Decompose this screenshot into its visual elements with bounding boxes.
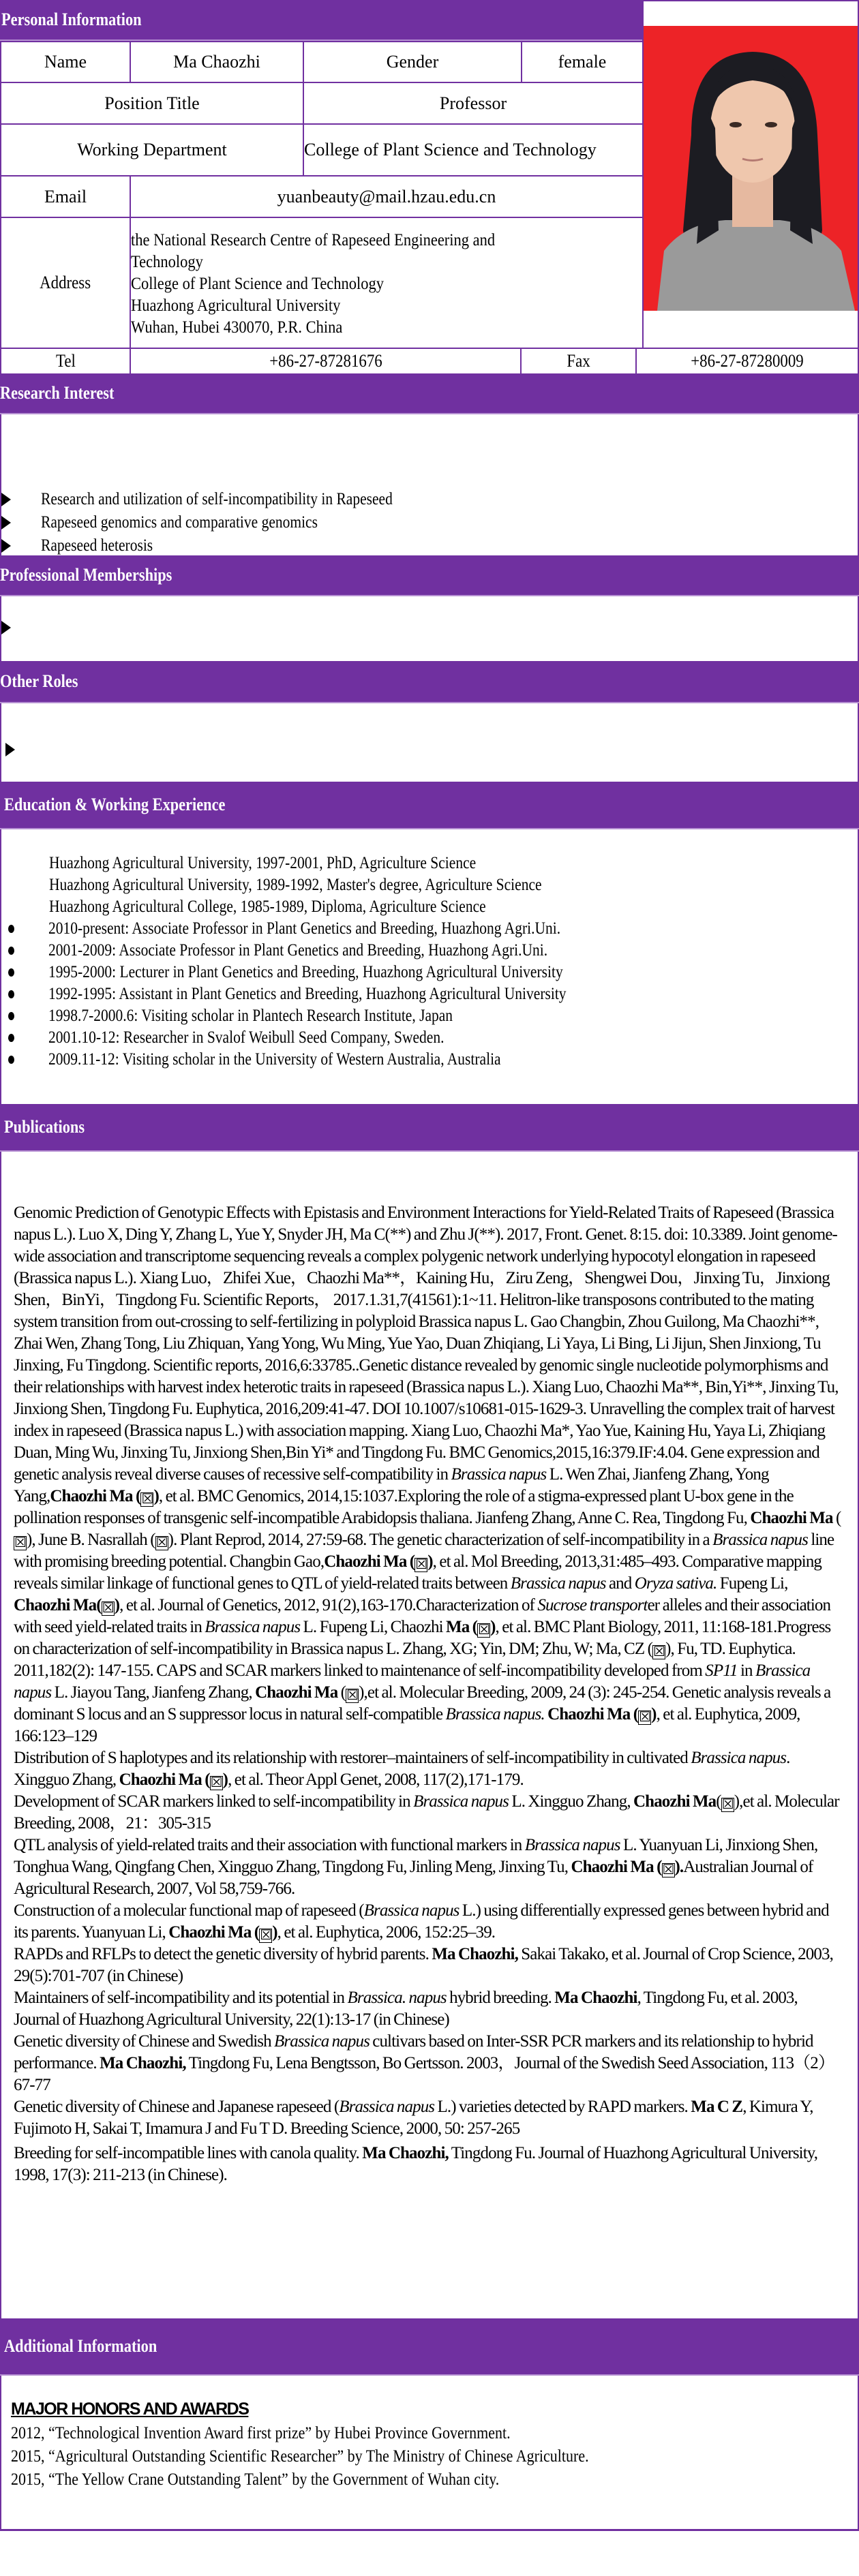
envelope-icon: ☒	[210, 1775, 222, 1790]
list-item-text: Rapeseed genomics and comparative genomics	[41, 513, 318, 532]
pub-author-bold: Chaozhi Ma (	[168, 1923, 260, 1942]
envelope-icon: ☒	[141, 1492, 153, 1507]
pub-author-bold: )	[153, 1487, 159, 1505]
arrow-bullet-icon	[1, 493, 11, 506]
section-header-personal-information	[0, 0, 642, 41]
tel-value	[130, 348, 522, 375]
pub-text: ), Fu, TD. Euphytica. 2011,182(2): 147-155. CAPS and SCAR markers linked to maintenance of self-incompatibility developed from	[14, 1640, 796, 1680]
pub-text: . Xingguo Zhang,	[14, 1749, 790, 1789]
memberships-list	[1, 621, 858, 634]
degree-list	[1, 853, 858, 918]
address-label	[0, 217, 131, 349]
envelope-icon: ☒	[346, 1688, 359, 1703]
award-item: 2015, “Agricultural Outstanding Scientific Researcher” by The Ministry of Chinese Agriculture.	[11, 2447, 589, 2466]
pub-italic: Brassica napus	[524, 1836, 620, 1854]
pub-text: L. Fupeng Li, Chaozhi	[300, 1618, 447, 1636]
pub-text: Australian Journal of Agricultural Research, 2007, Vol 58,759-766.	[14, 1858, 813, 1898]
address-label-text: Address	[40, 273, 91, 293]
envelope-icon: ☒	[102, 1601, 114, 1616]
section-header-additional-information	[0, 2318, 859, 2376]
pub-author-bold: )	[272, 1923, 277, 1942]
pub-text: in	[737, 1661, 755, 1680]
experience-item	[1, 983, 858, 1005]
bullet-icon	[8, 925, 14, 933]
research-interest-list	[1, 488, 858, 557]
pub-italic: Brassica napus.	[445, 1705, 545, 1723]
pub-italic: Brassica napus	[14, 1661, 811, 1702]
pub-author-bold: Ma Chaozhi,	[432, 1945, 518, 1963]
section-title: Other Roles	[0, 671, 78, 691]
fax-label-text: Fax	[567, 351, 590, 371]
section-header-research-interest	[0, 373, 859, 414]
experience-item	[1, 918, 858, 940]
position-label: Position Title	[0, 82, 304, 125]
pub-author-bold: Ma Chaozhi	[554, 1989, 637, 2007]
pub-author-bold: )	[222, 1770, 228, 1789]
pub-text: Tingdong Fu. Journal of Huazhong Agricultural University, 1998, 17(3): 211-213 (in Chinese).	[14, 2144, 818, 2184]
degree-text: Huazhong Agricultural College, 1985-1989, Diploma, Agriculture Science	[49, 898, 486, 916]
pub-text: RAPDs and RFLPs to detect the genetic diversity of hybrid parents.	[14, 1945, 432, 1963]
envelope-icon: ☒	[662, 1862, 674, 1877]
portrait-icon	[644, 26, 859, 311]
envelope-icon: ☒	[155, 1535, 168, 1550]
degree-item	[49, 853, 858, 874]
envelope-icon: ☒	[721, 1797, 734, 1812]
pub-text: Development of SCAR markers linked to self-incompatibility in	[14, 1792, 414, 1811]
address-line: College of Plant Science and Technology	[131, 275, 385, 293]
section-header-publications	[0, 1104, 859, 1152]
pub-text: (	[832, 1509, 841, 1527]
address-lines	[131, 230, 642, 339]
gender-label: Gender	[303, 41, 522, 83]
pub-author-bold: )	[490, 1618, 496, 1636]
pub-text: Genetic diversity of Chinese and Swedish	[14, 2032, 275, 2051]
department-value: College of Plant Science and Technology	[303, 123, 644, 177]
pub-author-bold: Chaozhi Ma (	[547, 1705, 639, 1723]
section-title: Research Interest	[0, 383, 115, 403]
list-item	[1, 621, 858, 634]
envelope-icon: ☒	[478, 1623, 490, 1638]
pub-text: , et al. Euphytica, 2006, 152:25–39.	[277, 1923, 496, 1942]
publication-paragraph	[14, 1202, 844, 1747]
award-item: 2012, “Technological Invention Award first prize” by Hubei Province Government.	[11, 2424, 511, 2442]
tel-label	[0, 348, 131, 375]
experience-item	[1, 940, 858, 962]
email-label: Email	[0, 175, 131, 218]
bullet-icon	[8, 968, 14, 977]
arrow-bullet-icon	[1, 539, 11, 553]
pub-text: , et al. BMC Plant Biology, 2011, 11:168-181.Progress on characterization of self-incompatibility in Brassica napus L. Zhang, XG; Yin, DM; Zhu, W; Ma, CZ (	[14, 1618, 831, 1658]
pub-text: Fupeng Li,	[717, 1574, 788, 1593]
pub-text: Construction of a molecular functional map of rapeseed (	[14, 1901, 364, 1920]
experience-list	[1, 918, 858, 1071]
experience-item	[1, 1049, 858, 1071]
pub-text: ). Plant Reprod, 2014, 27:59-68. The genetic characterization of self-incompatibility in a	[168, 1531, 713, 1549]
section-header-education	[0, 782, 859, 829]
pub-text: (	[716, 1792, 721, 1811]
pub-author-bold: Ma Chaozhi,	[362, 2144, 449, 2162]
pub-author-bold: Chaozhi Ma (	[324, 1552, 415, 1571]
pub-text: L.) using differentially expressed genes between hybrid and its parents. Yuanyuan Li,	[14, 1901, 829, 1942]
publication-item	[14, 1900, 844, 1944]
pub-italic: Brassica napus	[712, 1531, 808, 1549]
pub-text: (	[337, 1683, 346, 1702]
pub-text: , et al. Theor Appl Genet, 2008, 117(2),171-179.	[228, 1770, 524, 1789]
fax-value-text: +86-27-87280009	[691, 351, 804, 371]
other-roles-body	[0, 703, 859, 782]
pub-author-bold: Chaozhi Ma	[255, 1683, 338, 1702]
publication-item	[14, 1944, 844, 1987]
profile-photo	[642, 0, 859, 349]
pub-text: Tingdong Fu, Lena Bengtsson, Bo Gertsson. 2003，Journal of the Swedish Seed Association, 113（2）67-77	[14, 2054, 834, 2094]
section-header-professional-memberships	[0, 555, 859, 596]
arrow-bullet-icon	[5, 743, 15, 756]
section-title: Publications	[4, 1117, 85, 1137]
pub-italic: Oryza sativa.	[634, 1574, 717, 1593]
pub-italic: Brassica napus	[691, 1749, 787, 1767]
degree-text: Huazhong Agricultural University, 1989-1992, Master's degree, Agriculture Science	[49, 876, 542, 894]
degree-text: Huazhong Agricultural University, 1997-2001, PhD, Agriculture Science	[49, 854, 477, 872]
address-value	[130, 217, 644, 349]
experience-text: 2009.11-12: Visiting scholar in the University of Western Australia, Australia	[48, 1050, 501, 1069]
name-label: Name	[0, 41, 131, 83]
pub-text: ),et al. Molecular Breeding, 2009, 24 (3): 245-254. Genetic analysis reveals a dominant S locus and an S suppressor locus in natural self-compatible	[14, 1683, 831, 1723]
experience-text: 2010-present: Associate Professor in Plant Genetics and Breeding, Huazhong Agri.Uni.	[48, 919, 561, 938]
section-title: Personal Information	[1, 10, 142, 29]
award-item: 2015, “The Yellow Crane Outstanding Talent” by the Government of Wuhan city.	[11, 2470, 500, 2489]
pub-text: , et al. Journal of Genetics, 2012, 91(2),163-170.Characterization of	[119, 1596, 538, 1614]
pub-text: QTL analysis of yield-related traits and their association with functional markers in	[14, 1836, 525, 1854]
experience-text: 1995-2000: Lecturer in Plant Genetics and Breeding, Huazhong Agricultural University	[48, 963, 563, 981]
pub-text: L. Xingguo Zhang,	[508, 1792, 634, 1811]
pub-author-bold: Chaozhi Ma (	[50, 1487, 141, 1505]
awards-list	[11, 2422, 858, 2491]
pub-text: , Kimura Y, Fujimoto H, Sakai T, Imamura J and Fu T D. Breeding Science, 2000, 50: 257-265	[14, 2098, 813, 2138]
tel-label-text: Tel	[55, 351, 76, 371]
pub-text: , Tingdong Fu, et al. 2003, Journal of Huazhong Agricultural University, 22(1):13-17 (in Chinese)	[14, 1989, 798, 2029]
experience-text: 2001-2009: Associate Professor in Plant Genetics and Breeding, Huazhong Agri.Uni.	[48, 941, 548, 960]
publication-item	[14, 1791, 844, 1835]
pub-text: ),et al. Molecular Breeding, 2008，21：305-315	[14, 1792, 839, 1833]
pub-italic: Brassica napus	[205, 1618, 301, 1636]
pub-author-bold: )	[427, 1552, 433, 1571]
publication-item	[14, 1987, 844, 2031]
list-item	[5, 743, 858, 756]
pub-text: L.) varieties detected by RAPD markers.	[434, 2098, 691, 2116]
section-title: Education & Working Experience	[4, 795, 226, 814]
experience-item	[1, 1027, 858, 1049]
section-title: Additional Information	[4, 2336, 157, 2356]
pub-author-bold: Chaozhi Ma	[633, 1792, 717, 1811]
bullet-icon	[8, 1034, 14, 1042]
publication-item	[14, 1747, 844, 1791]
fax-value	[635, 348, 859, 375]
pub-author-bold: Ma C Z	[691, 2098, 743, 2116]
pub-text: L. Jiayou Tang, Jianfeng Zhang,	[51, 1683, 256, 1702]
envelope-icon: ☒	[260, 1928, 272, 1943]
department-label: Working Department	[0, 123, 304, 177]
pub-text: cultivars based on Inter-SSR PCR markers and its relationship to hybrid performance.	[14, 2032, 813, 2072]
fax-label	[520, 348, 637, 375]
pub-text: L. Yuanyuan Li, Jinxiong Shen, Tonghua Wang, Qingfang Chen, Xingguo Zhang, Tingdong Fu, Jinling Meng, Jinxing Tu,	[14, 1836, 818, 1876]
pub-author-bold: Chaozhi Ma(	[14, 1596, 102, 1614]
degree-item	[49, 874, 858, 896]
pub-author-bold: Ma (	[446, 1618, 478, 1636]
publication-item	[14, 1835, 844, 1900]
publication-item	[14, 2031, 844, 2096]
pub-author-bold: Chaozhi Ma (	[571, 1858, 662, 1876]
education-body	[0, 829, 859, 1105]
additional-info-body	[0, 2376, 859, 2531]
pub-text: , et al. Mol Breeding, 2013,31:485–493. Comparative mapping reveals similar linkage of functional genes to QTL of yield-related traits between	[14, 1552, 822, 1593]
publication-item	[14, 2143, 844, 2186]
bullet-icon	[8, 947, 14, 955]
pub-text: Distribution of S haplotypes and its relationship with restorer–maintainers of self-incompatibility in cultivated	[14, 1749, 691, 1767]
pub-text: Breeding for self-incompatible lines with canola quality.	[14, 2144, 363, 2162]
arrow-bullet-icon	[1, 621, 11, 634]
list-item-text: Rapeseed heterosis	[41, 536, 153, 555]
pub-text: L. Wen Zhai, Jianfeng Zhang, Yong Yang,	[14, 1465, 769, 1505]
envelope-icon: ☒	[653, 1644, 665, 1659]
bullet-icon	[8, 1056, 14, 1064]
list-item	[1, 511, 858, 534]
section-title: Professional Memberships	[0, 565, 172, 585]
experience-item	[1, 962, 858, 983]
pub-italic: Brassica napus	[363, 1901, 459, 1920]
other-roles-list	[5, 743, 858, 756]
list-item-text: Research and utilization of self-incompatibility in Rapeseed	[41, 490, 393, 508]
publications-body	[0, 1152, 859, 2319]
pub-author-bold: ).	[674, 1858, 684, 1876]
pub-text: Sakai Takako, et al. Journal of Crop Science, 2003, 29(5):701-707 (in Chinese)	[14, 1945, 833, 1985]
degree-item	[49, 896, 858, 918]
list-item	[1, 534, 858, 557]
experience-item	[1, 1005, 858, 1027]
research-interest-body	[0, 414, 859, 556]
pub-italic: Sucrose transport	[537, 1596, 648, 1614]
envelope-icon: ☒	[415, 1557, 427, 1572]
address-line: Huazhong Agricultural University	[131, 296, 341, 315]
experience-text: 2001.10-12: Researcher in Svalof Weibull Seed Company, Sweden.	[48, 1028, 444, 1047]
publication-item	[14, 2096, 844, 2140]
pub-text: Maintainers of self-incompatibility and its potential in	[14, 1989, 348, 2007]
pub-italic: Brassica napus	[451, 1465, 547, 1484]
pub-author-bold: Chaozhi Ma	[750, 1509, 833, 1527]
awards-heading: MAJOR HONORS AND AWARDS	[11, 2399, 249, 2419]
pub-text: er alleles and their association with seed yield-related traits in	[14, 1596, 831, 1636]
pub-text: , et al. Euphytica, 2009, 166:123–129	[14, 1705, 800, 1745]
gender-value: female	[521, 41, 644, 83]
address-line: Wuhan, Hubei 430070, P.R. China	[131, 318, 343, 337]
pub-text: line with promising breeding potential. Changbin Gao,	[14, 1531, 834, 1571]
pub-italic: Brassica napus	[339, 2098, 435, 2116]
pub-author-bold: Chaozhi Ma (	[119, 1770, 210, 1789]
pub-italic: Brassica napus	[413, 1792, 509, 1811]
pub-text: and	[605, 1574, 635, 1593]
pub-italic: Brassica napus	[274, 2032, 370, 2051]
pub-italic: Brassica napus	[510, 1574, 606, 1593]
pub-author-bold: )	[651, 1705, 657, 1723]
position-value: Professor	[303, 82, 644, 125]
pub-text: ), June B. Nasrallah (	[27, 1531, 155, 1549]
pub-text: hybrid breeding.	[446, 1989, 555, 2007]
address-line: the National Research Centre of Rapeseed Engineering and	[131, 231, 496, 249]
bullet-icon	[8, 990, 14, 998]
arrow-bullet-icon	[1, 516, 11, 530]
pub-author-bold: Ma Chaozhi,	[100, 2054, 186, 2072]
email-value[interactable]: yuanbeauty@mail.hzau.edu.cn	[130, 175, 644, 218]
experience-text: 1998.7-2000.6: Visiting scholar in Plantech Research Institute, Japan	[48, 1007, 453, 1025]
pub-italic: Brassica. napus	[347, 1989, 447, 2007]
experience-text: 1992-1995: Assistant in Plant Genetics and Breeding, Huazhong Agricultural University	[48, 985, 567, 1003]
pub-text: Genomic Prediction of Genotypic Effects with Epistasis and Environment Interactions for Yield-Related Traits of Rapeseed (Brassica napus L.). Luo X, Ding Y, Zhang L, Yue Y, Snyder JH, Ma C(**) and Zhu J(**). 2017, Front. Genet. 8:15. doi: 10.3389. Joint genome-wide association and transcriptome sequencing reveals a complex polygenic network underlying hypocotyl elongation in rapeseed (Brassica napus L.). Xiang Luo，Zhifei Xue，Chaozhi Ma**，Kaining Hu，Ziru Zeng，Shengwei Dou，Jinxing Tu，Jinxiong Shen，BinYi，Tingdong Fu. Scientific Reports， 2017.1.31,7(41561):1~11. Helitron-like transposons contributed to the mating system transition from out-crossing to self-fertilizing in polyploid Brassica napus L. Gao Changbin, Zhou Guilong, Ma Chaozhi**, Zhai Wen, Zhang Tong, Liu Zhiquan, Yang Yong, Wu Ming, Yue Yao, Duan Zhiqiang, Li Yaya, Li Bing, Li Jijun, Shen Jinxiong, Tu Jinxing, Fu Tingdong. Scientific reports, 2016,6:33785..Genetic distance revealed by genomic single nucleotide polymorphisms and their relationships with harvest index heterotic traits in rapeseed (Brassica napus L.). Xiang Luo, Chaozhi Ma**, Bin,Yi**, Jinxing Tu, Jinxiong Shen, Tingdong Fu. Euphytica, 2016,209:41-47. DOI 10.1007/s10681-015-1629-3. Unravelling the complex trait of harvest index in rapeseed (Brassica napus L.) with association mapping. Xiang Luo, Chaozhi Ma*, Yao Yue, Kaining Hu, Yaya Li, Zhiqiang Duan, Ming Wu, Jinxing Tu, Jinxiong Shen,Bin Yi* and Tingdong Fu. BMC Genomics,2015,16:379.IF:4.04. Gene expression and genetic analysis reveal diverse causes of recessive self-compatibility in	[14, 1203, 839, 1484]
pub-text: Genetic diversity of Chinese and Japanese rapeseed (	[14, 2098, 340, 2116]
envelope-icon: ☒	[14, 1535, 27, 1550]
pub-author-bold: )	[114, 1596, 120, 1614]
memberships-body	[0, 596, 859, 662]
envelope-icon: ☒	[639, 1710, 651, 1725]
pub-italic: SP11	[705, 1661, 738, 1680]
section-header-other-roles	[0, 661, 859, 703]
tel-value-text: +86-27-87281676	[269, 351, 382, 371]
list-item	[1, 488, 858, 511]
address-line: Technology	[131, 253, 203, 271]
pub-text: , et al. BMC Genomics, 2014,15:1037.Exploring the role of a stigma-expressed plant U-box gene in the pollination responses of transgenic self-incompatible Arabidopsis thaliana. Jianfeng Zhang, Anne C. Rea, Tingdong Fu,	[14, 1487, 794, 1527]
bullet-icon	[8, 1012, 14, 1020]
name-value: Ma Chaozhi	[130, 41, 304, 83]
